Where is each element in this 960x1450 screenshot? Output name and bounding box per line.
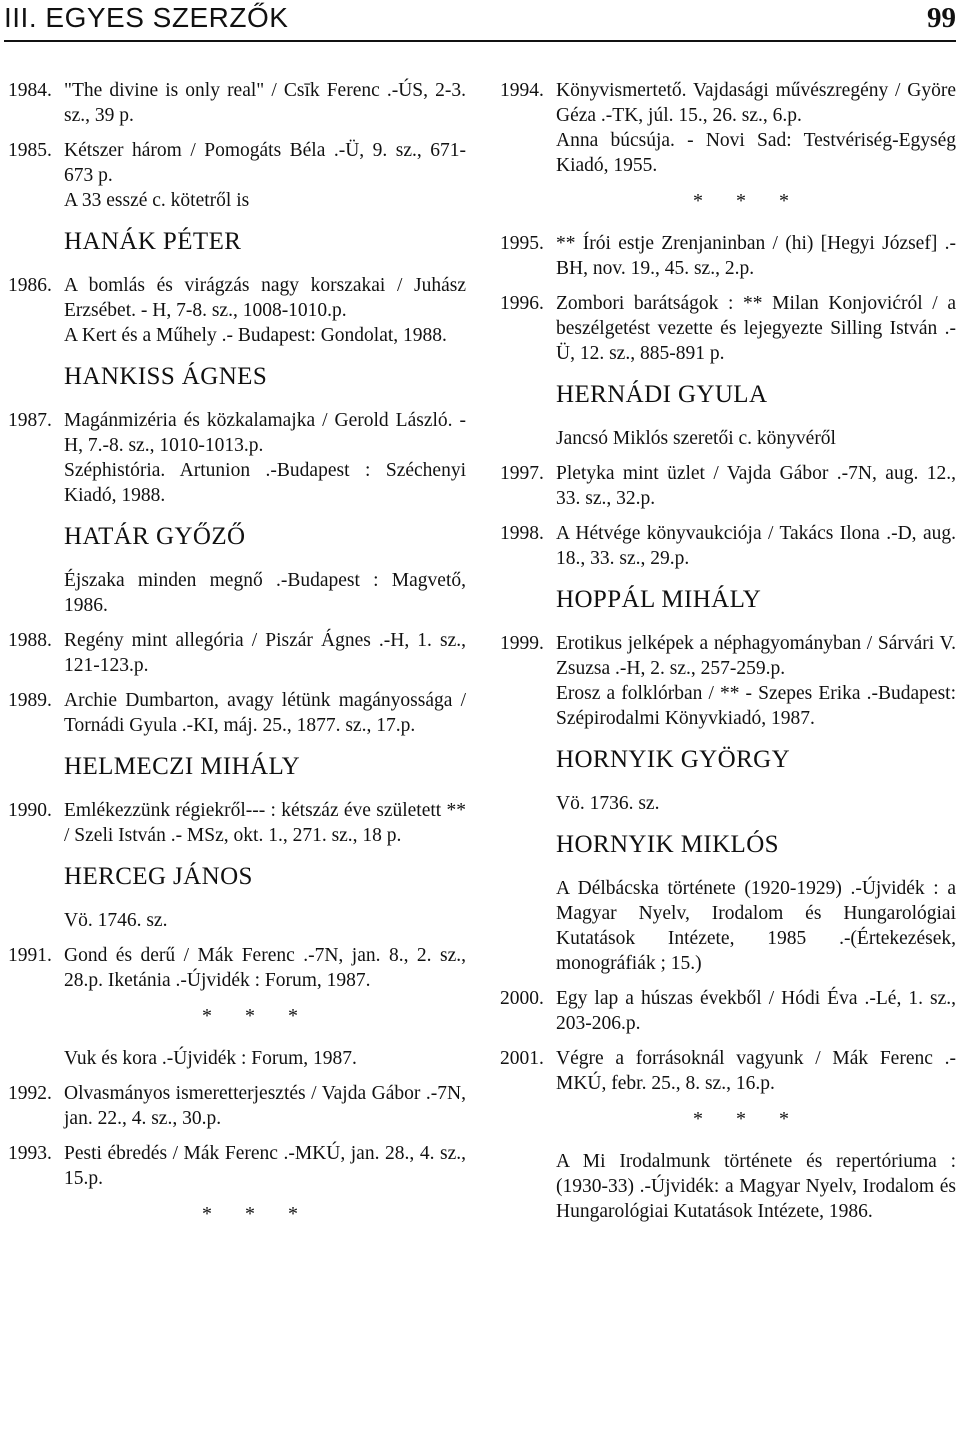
book-reference: Anna búcsúja. - Novi Sad: Testvériség-Egység Kiadó, 1955. <box>556 130 956 176</box>
left-column <box>8 78 466 1244</box>
page-header <box>4 0 956 40</box>
book-reference: Jancsó Miklós szeretői c. könyvéről <box>556 428 836 449</box>
book-reference: A Mi Irodalmunk története és repertóriuma : (1930-33) .-Újvidék: a Magyar Nyelv, Irodalom és Hungarológiai Kutatások Intézete, 1986. <box>556 1151 956 1222</box>
entry-number: 1986. <box>8 275 52 296</box>
entry-number: 1993. <box>8 1143 52 1164</box>
cross-reference: Vö. 1736. sz. <box>556 793 660 814</box>
book-reference: Széphistória. Artunion .-Budapest : Széchenyi Kiadó, 1988. <box>64 460 466 506</box>
entry-number: 1999. <box>500 633 544 654</box>
page-number: 99 <box>927 2 956 34</box>
header-rule <box>4 40 956 42</box>
section-separator: * * * <box>693 1108 803 1130</box>
entry-number: 1991. <box>8 945 52 966</box>
entry-number: 1996. <box>500 293 544 314</box>
entry-2000 <box>500 986 956 1036</box>
entry-note: A 33 esszé c. kötetről is <box>64 190 250 211</box>
entry-text: Egy lap a húszas évekből / Hódi Éva .-Lé, 1. sz., 203-206.p. <box>556 988 956 1034</box>
entry-1994 <box>500 78 956 178</box>
book-reference: Erosz a folklórban / ** - Szepes Erika .-Budapest: Szépirodalmi Könyvkiadó, 1987. <box>556 683 956 729</box>
entry-1993 <box>8 1141 466 1191</box>
entry-number: 1995. <box>500 233 544 254</box>
entry-number: 1997. <box>500 463 544 484</box>
cross-reference: Vö. 1746. sz. <box>64 910 168 931</box>
author-heading-hoppal: HOPPÁL MIHÁLY <box>556 586 762 613</box>
author-heading-hernadi: HERNÁDI GYULA <box>556 381 768 408</box>
entry-text: A Hétvége könyvaukciója / Takács Ilona .-D, aug. 18., 33. sz., 29.p. <box>556 523 956 569</box>
entry-text: Magánmizéria és közkalamajka / Gerold László. - H, 7.-8. sz., 1010-1013.p. <box>64 410 466 456</box>
entry-text: Zombori barátságok : ** Milan Konjovićról / a beszélgetést vezette és lejegyezte Silling István .-Ü, 12. sz., 885-891 p. <box>556 293 956 364</box>
section-title: III. EGYES SZERZŐK <box>4 2 289 33</box>
entry-1984 <box>8 78 466 128</box>
section-separator: * * * <box>693 190 803 212</box>
book-reference: Éjszaka minden megnő .-Budapest : Magvető, 1986. <box>64 570 466 616</box>
author-heading-hatar: HATÁR GYŐZŐ <box>64 523 246 550</box>
entry-number: 1985. <box>8 140 52 161</box>
book-reference: A Délbácska története (1920-1929) .-Újvidék : a Magyar Nyelv, Irodalom és Hungarológiai Kutatások Intézete, 1985 .-(Értekezések, monográfiák ; 15.) <box>556 878 956 974</box>
entry-text: Emlékezzünk régiekről--- : kétszáz éve született ** / Szeli István .- MSz, okt. 1., 271. sz., 18 p. <box>64 800 466 846</box>
entry-number: 1989. <box>8 690 52 711</box>
entry-number: 1987. <box>8 410 52 431</box>
entry-text: Pesti ébredés / Mák Ferenc .-MKÚ, jan. 28., 4. sz., 15.p. <box>64 1143 466 1189</box>
entry-text: Gond és derű / Mák Ferenc .-7N, jan. 8., 2. sz., 28.p. Iketánia .-Újvidék : Forum, 1987. <box>64 945 466 991</box>
entry-text: Archie Dumbarton, avagy létünk magányossága / Tornádi Gyula .-KI, máj. 25., 1877. sz., 17.p. <box>64 690 466 736</box>
book-reference: Vuk és kora .-Újvidék : Forum, 1987. <box>64 1048 357 1069</box>
book-reference: A Kert és a Műhely .- Budapest: Gondolat, 1988. <box>64 325 447 346</box>
entry-1997 <box>500 461 956 511</box>
entry-2001 <box>500 1046 956 1096</box>
entry-1988 <box>8 628 466 678</box>
entry-number: 1984. <box>8 80 52 101</box>
entry-number: 1998. <box>500 523 544 544</box>
entry-number: 1988. <box>8 630 52 651</box>
entry-text: A bomlás és virágzás nagy korszakai / Juhász Erzsébet. - H, 7-8. sz., 1008-1010.p. <box>64 275 466 321</box>
author-heading-hankiss: HANKISS ÁGNES <box>64 363 268 390</box>
entry-text: Kétszer három / Pomogáts Béla .-Ü, 9. sz., 671-673 p. <box>64 140 466 186</box>
author-heading-herceg: HERCEG JÁNOS <box>64 863 253 890</box>
entry-1998 <box>500 521 956 571</box>
entry-text: ** Írói estje Zrenjaninban / (hi) [Hegyi József] .-BH, nov. 19., 45. sz., 2.p. <box>556 233 956 279</box>
author-heading-hanak: HANÁK PÉTER <box>64 228 242 255</box>
author-heading-helmeczi: HELMECZI MIHÁLY <box>64 753 301 780</box>
entry-text: Könyvismertető. Vajdasági művészregény / Györe Géza .-TK, júl. 15., 26. sz., 6.p. <box>556 80 956 126</box>
entry-number: 2001. <box>500 1048 544 1069</box>
entry-text: Olvasmányos ismeretterjesztés / Vajda Gábor .-7N, jan. 22., 4. sz., 30.p. <box>64 1083 466 1129</box>
entry-1996 <box>500 291 956 366</box>
entry-text: Pletyka mint üzlet / Vajda Gábor .-7N, aug. 12., 33. sz., 32.p. <box>556 463 956 509</box>
entry-1999 <box>500 631 956 731</box>
author-heading-hornyik-miklos: HORNYIK MIKLÓS <box>556 831 779 858</box>
section-separator: * * * <box>202 1005 312 1027</box>
entry-1985 <box>8 138 466 213</box>
entry-1986 <box>8 273 466 348</box>
entry-text: Regény mint allegória / Piszár Ágnes .-H, 1. sz., 121-123.p. <box>64 630 466 676</box>
section-separator: * * * <box>202 1203 312 1225</box>
entry-1991 <box>8 943 466 993</box>
entry-number: 1992. <box>8 1083 52 1104</box>
entry-1989 <box>8 688 466 738</box>
entry-number: 1990. <box>8 800 52 821</box>
entry-number: 2000. <box>500 988 544 1009</box>
author-heading-hornyik-gyorgy: HORNYIK GYÖRGY <box>556 746 791 773</box>
entry-text: Erotikus jelképek a néphagyományban / Sárvári V. Zsuzsa .-H, 2. sz., 257-259.p. <box>556 633 956 679</box>
entry-1987 <box>8 408 466 508</box>
right-column <box>500 78 956 1234</box>
entry-number: 1994. <box>500 80 544 101</box>
entry-text: "The divine is only real" / Csīk Ferenc .-ÚS, 2-3. sz., 39 p. <box>64 80 466 126</box>
entry-1995 <box>500 231 956 281</box>
entry-1990 <box>8 798 466 848</box>
entry-text: Végre a forrásoknál vagyunk / Mák Ferenc .-MKÚ, febr. 25., 8. sz., 16.p. <box>556 1048 956 1094</box>
entry-1992 <box>8 1081 466 1131</box>
